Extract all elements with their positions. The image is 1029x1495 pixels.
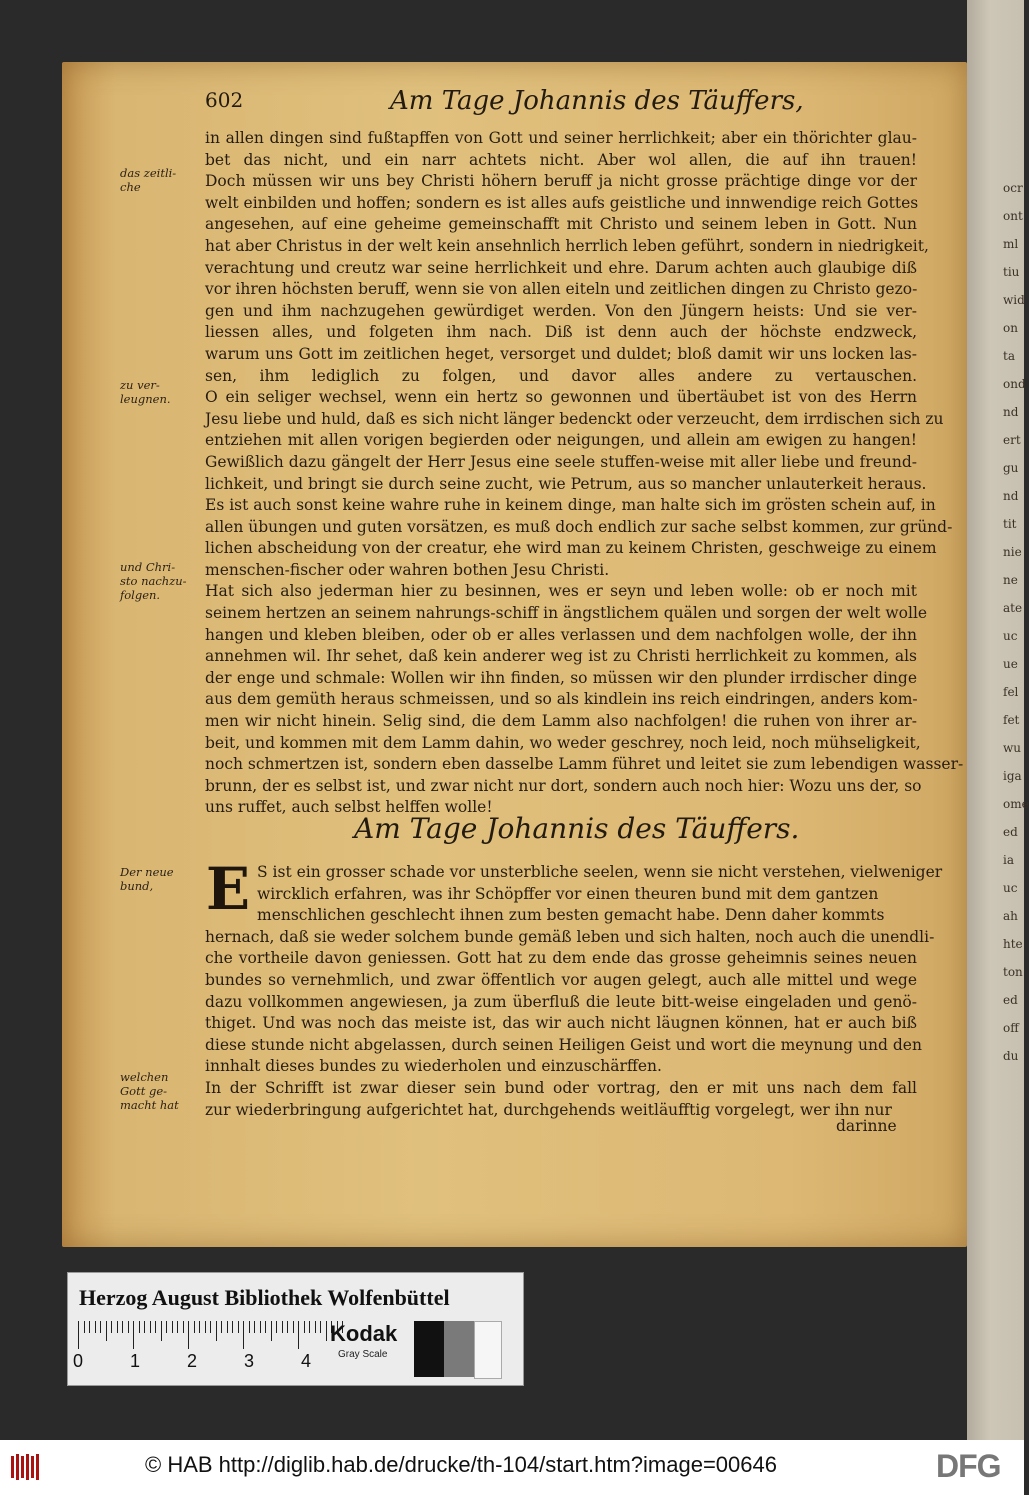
text-line: menschlichen geschlecht ihnen zum besten gemacht habe. Denn daher kommts xyxy=(257,906,885,925)
adjacent-page-fragment: ed xyxy=(1003,825,1018,839)
text-line: sen, ihm lediglich zu folgen, und davor alles andere zu vertauschen. xyxy=(205,366,917,385)
margin-note-line: Gott ge- xyxy=(120,1084,168,1098)
text-line: wircklich erfahren, was ihr Schöpffer vor einen theuren bund mit dem gantzen xyxy=(257,884,879,903)
text-line: lichen abscheidung von der creatur, ehe wird man zu keinem Christen, geschweige zu einem xyxy=(205,539,937,558)
ruler-tick xyxy=(155,1321,156,1333)
text-line: angesehen, auf eine geheime gemeinschafft mit Christo und seinem leben in Gott. Nun xyxy=(205,215,917,234)
catchword: darinne xyxy=(836,1117,897,1135)
ruler-tick xyxy=(276,1321,277,1333)
ruler-tick xyxy=(298,1321,299,1349)
margin-note-line: sto nachzu- xyxy=(120,574,187,588)
ruler-tick xyxy=(243,1321,244,1349)
margin-note-line: Der neue xyxy=(120,865,174,879)
text-line: uns ruffet, auch selbst helffen wolle! xyxy=(205,798,493,817)
margin-note-line: das zeitli- xyxy=(120,166,177,180)
ruler-tick xyxy=(106,1321,107,1341)
adjacent-page-fragment: ah xyxy=(1003,909,1018,923)
ruler-tick xyxy=(150,1321,151,1333)
adjacent-page-fragment: wid xyxy=(1003,293,1025,307)
text-line: Doch müssen wir uns bey Christi höhern beruff ja nicht grosse prächtige dinge vor der xyxy=(205,172,917,191)
margin-note xyxy=(120,1070,202,1112)
ruler-number: 2 xyxy=(187,1351,198,1371)
ruler-tick xyxy=(95,1321,96,1333)
ruler-tick xyxy=(117,1321,118,1333)
text-line: O ein seliger wechsel, wenn ein hertz so gewonnen und übertäubet ist von des Herrn xyxy=(205,388,917,407)
text-line: seinem hertzen an seinem nahrungs-schiff in ängstlichem quälen und sorgen der welt wolle xyxy=(205,604,928,623)
adjacent-page-fragment: ta xyxy=(1003,349,1015,363)
margin-note-line: che xyxy=(120,180,141,194)
ruler-tick xyxy=(128,1321,129,1333)
text-line: beit, und kommen mit dem Lamm dahin, wo weder geschrey, noch leid, noch mühseligkeit, xyxy=(205,733,921,752)
ruler-scale xyxy=(78,1321,328,1351)
margin-note-line: bund, xyxy=(120,879,154,893)
text-line: welt einbilden und hoffen; sondern es ist alles aufs geistliche und innwendige reich Gottes xyxy=(205,193,919,212)
text-line: Gewißlich dazu gängelt der Herr Jesus eine seele stuffen-weise mit aller liebe und freund- xyxy=(205,452,917,471)
margin-note xyxy=(120,560,202,602)
ruler-tick xyxy=(139,1321,140,1333)
ruler-tick xyxy=(144,1321,145,1333)
margin-note-line: macht hat xyxy=(120,1098,179,1112)
ruler-tick xyxy=(227,1321,228,1333)
running-title: Am Tage Johannis des Täuffers, xyxy=(390,86,804,116)
section-heading: Am Tage Johannis des Täuffers. xyxy=(354,812,800,845)
ruler-tick xyxy=(89,1321,90,1333)
text-line: der enge und schmale: Wollen wir ihn finden, so müssen wir den plunder irrdischer dinge xyxy=(205,668,917,687)
adjacent-page-fragment: on xyxy=(1003,321,1018,335)
adjacent-page-fragment: ue xyxy=(1003,657,1018,671)
text-line: Hat sich also jederman hier zu besinnen, wes er seyn und leben wolle: ob er noch mit xyxy=(205,582,917,601)
adjacent-page-fragment: uc xyxy=(1003,629,1018,643)
gray-patch-white xyxy=(474,1321,502,1379)
ruler-tick xyxy=(216,1321,217,1341)
text-line: verachtung und creutz war seine herrlichkeit und ehre. Darum achten auch glaubige diß xyxy=(205,258,917,277)
margin-note-line: folgen. xyxy=(120,588,161,602)
ruler-tick xyxy=(188,1321,189,1349)
text-line: liessen alles, und folgeten ihm nach. Diß ist denn auch der höchste endzweck, xyxy=(205,323,917,342)
copyright-url[interactable]: © HAB http://diglib.hab.de/drucke/th-104/start.htm?image=00646 xyxy=(145,1452,777,1477)
gray-patch-black xyxy=(414,1321,444,1377)
ruler-tick xyxy=(254,1321,255,1333)
text-line: diese stunde nicht abgelassen, durch seinen Heiligen Geist und wort die meynung und den xyxy=(205,1035,922,1054)
adjacent-page-fragment: ton xyxy=(1003,965,1023,979)
text-line: noch schmertzen ist, sondern eben dasselbe Lamm führet und leitet sie zum lebendigen wasser- xyxy=(205,755,964,774)
adjacent-page-fragment: nd xyxy=(1003,405,1019,419)
ruler-tick xyxy=(282,1321,283,1333)
ruler-tick xyxy=(78,1321,79,1349)
text-line: Jesu liebe und huld, daß es sich nicht länger bedenckt oder verzeucht, dem irrdischen sich zu xyxy=(205,409,944,428)
adjacent-page-fragment: tiu xyxy=(1003,265,1020,279)
library-name: Herzog August Bibliothek Wolfenbüttel xyxy=(79,1285,450,1310)
ruler-number: 4 xyxy=(301,1351,312,1371)
margin-note xyxy=(120,166,202,194)
adjacent-page-fragment: gu xyxy=(1003,461,1019,475)
ruler-tick xyxy=(320,1321,321,1333)
ruler-tick xyxy=(205,1321,206,1333)
ruler-tick xyxy=(326,1321,327,1341)
adjacent-page-fragment: ond xyxy=(1003,377,1026,391)
text-line: dazu vollkommen angewiesen, ja zum überfluß die leute bitt-weise eingeladen und genö- xyxy=(205,992,917,1011)
text-line: allen übungen und guten vorsätzen, es muß doch endlich zur sache selbst kommen, zur gründ- xyxy=(205,517,953,536)
text-line: innhalt dieses bundes zu wiederholen und einzuschärffen. xyxy=(205,1057,662,1076)
text-line: aus dem gemüth heraus schmeissen, und so als kindlein ins reich eindringen, anders kom- xyxy=(205,690,918,709)
margin-note-line: und Chri- xyxy=(120,560,176,574)
margin-note-line: zu ver- xyxy=(120,378,160,392)
text-line: bet das nicht, und ein narr achtets nicht. Aber wol allen, die auf ihn trauen! xyxy=(205,150,917,169)
ruler-tick xyxy=(304,1321,305,1333)
text-line: menschen-fischer oder wahren bothen Jesu Christi. xyxy=(205,560,610,579)
text-line: hat aber Christus in der welt kein ansehnlich herrlich leben geführt, sondern in niedrigkeit, xyxy=(205,236,929,255)
adjacent-page-fragment: ert xyxy=(1003,433,1021,447)
adjacent-page-fragment: ont xyxy=(1003,209,1023,223)
margin-note xyxy=(120,378,202,406)
margin-note xyxy=(120,865,202,893)
text-line: gen und ihm nachzugehen gewürdiget werden. Von den Jüngern heists: Und sie ver- xyxy=(205,301,917,320)
text-line: hernach, daß sie weder solchem bunde gemäß leben und sich halten, noch auch die unendli- xyxy=(205,927,935,946)
adjacent-page-fragment: hte xyxy=(1003,937,1023,951)
adjacent-page-fragment: off xyxy=(1003,1021,1019,1035)
text-line: Es ist auch sonst keine wahre ruhe in keinem dinge, man halte sich im grösten schein auf, in xyxy=(205,496,936,515)
text-line: in allen dingen sind fußtapffen von Gott und seiner herrlichkeit; aber ein thörichter glau- xyxy=(205,129,917,147)
text-line: che vortheile davon geniessen. Gott hat zu dem ende das grosse geheimnis seines neuen xyxy=(205,949,917,968)
hab-logo-icon xyxy=(8,1450,42,1484)
text-line: entziehen mit allen vorigen begierden oder neigungen, und allein am ewigen zu hangen! xyxy=(205,431,917,450)
ruler-tick xyxy=(271,1321,272,1341)
text-line: vor ihren höchsten beruff, wenn sie von allen eiteln und zeitlichen dingen zu Christo gezo- xyxy=(205,280,918,299)
margin-note-line: leugnen. xyxy=(120,392,171,406)
ruler-tick xyxy=(287,1321,288,1333)
adjacent-page-fragment: ml xyxy=(1003,237,1019,251)
adjacent-page-fragment: ne xyxy=(1003,573,1018,587)
text-line: brunn, der es selbst ist, und zwar nicht nur dort, sondern auch noch hier: Wozu uns der, so xyxy=(205,776,922,795)
ruler-number: 3 xyxy=(244,1351,255,1371)
dfg-logo: DFG xyxy=(936,1448,1001,1484)
ruler-tick xyxy=(172,1321,173,1333)
ruler-tick xyxy=(111,1321,112,1333)
ruler-tick xyxy=(100,1321,101,1333)
adjacent-page-fragment: ed xyxy=(1003,993,1018,1007)
ruler-tick xyxy=(84,1321,85,1333)
adjacent-page-fragment: ocr xyxy=(1003,181,1023,195)
color-calibration-card xyxy=(67,1272,524,1386)
adjacent-page-fragment: iga xyxy=(1003,769,1022,783)
text-line: zur wiederbringung aufgerichtet hat, durchgehends weitläufftig vorgelegt, wer ihn nur xyxy=(205,1100,892,1119)
ruler-tick xyxy=(122,1321,123,1333)
adjacent-page-fragment: tit xyxy=(1003,517,1017,531)
ruler-tick xyxy=(309,1321,310,1333)
text-line: men wir nicht hinein. Selig sind, die dem Lamm also nachfolgen! die ruhen von ihrer ar- xyxy=(205,712,917,731)
ruler-tick xyxy=(249,1321,250,1333)
adjacent-page-fragment: wu xyxy=(1003,741,1021,755)
page-header xyxy=(150,88,920,118)
ruler-tick xyxy=(265,1321,266,1333)
adjacent-page-fragment: fet xyxy=(1003,713,1020,727)
adjacent-page-fragment: du xyxy=(1003,1049,1019,1063)
ruler-number: 0 xyxy=(73,1351,84,1371)
ruler-tick xyxy=(232,1321,233,1333)
ruler-tick xyxy=(177,1321,178,1333)
ruler-tick xyxy=(199,1321,200,1333)
drop-cap: E xyxy=(205,855,251,923)
ruler-tick xyxy=(210,1321,211,1333)
text-line: thiget. Und was noch das meiste ist, das wir auch nicht läugnen können, hat er auch biß xyxy=(205,1014,917,1033)
gray-patch-mid xyxy=(444,1321,474,1377)
text-line: bundes so vernehmlich, und zwar öffentlich vor augen gelegt, auch alle mittel und wege xyxy=(205,970,917,989)
text-line: lichkeit, und bringt sie durch seine zucht, wie Petrum, aus so mancher unlauterkeit heraus. xyxy=(205,474,927,493)
body-text-part2 xyxy=(205,855,943,1121)
adjacent-page-fragment: nd xyxy=(1003,489,1019,503)
page-number: 602 xyxy=(205,88,244,112)
margin-note-line: welchen xyxy=(120,1070,169,1084)
ruler-tick xyxy=(161,1321,162,1341)
text-line: warum uns Gott im zeitlichen heget, versorget und duldet; bloß damit wir uns locken las- xyxy=(205,344,917,363)
footer-bar xyxy=(0,1440,1024,1495)
text-line: annehmen wil. Ihr sehet, daß kein anderer weg ist zu Christi herrlichkeit zu kommen, als xyxy=(205,647,917,666)
ruler-tick xyxy=(183,1321,184,1333)
text-line: S ist ein grosser schade vor unsterbliche seelen, wenn sie nicht verstehen, vielweniger xyxy=(257,863,943,881)
ruler-tick xyxy=(238,1321,239,1333)
ruler-tick xyxy=(315,1321,316,1333)
text-line: In der Schrifft ist zwar dieser sein bund oder vortrag, den er mit uns nach dem fall xyxy=(205,1078,917,1097)
adjacent-page-fragment: ate xyxy=(1003,601,1023,615)
adjacent-page-fragment: uc xyxy=(1003,881,1018,895)
ruler-number: 1 xyxy=(130,1351,141,1371)
gray-scale-label: Gray Scale xyxy=(338,1349,388,1360)
ruler-tick xyxy=(166,1321,167,1333)
adjacent-page-fragment: ome xyxy=(1003,797,1029,811)
ruler-tick xyxy=(260,1321,261,1333)
adjacent-page-fragment: nie xyxy=(1003,545,1022,559)
ruler-tick xyxy=(194,1321,195,1333)
ruler-tick xyxy=(293,1321,294,1333)
adjacent-page-fragment: ia xyxy=(1003,853,1014,867)
text-line: hangen und kleben bleiben, oder ob er alles verlassen und dem nachfolgen wolle, der ihn xyxy=(205,625,917,644)
ruler-tick xyxy=(221,1321,222,1333)
kodak-logo: Kodak xyxy=(330,1321,398,1346)
ruler-tick xyxy=(133,1321,134,1349)
body-text-part1 xyxy=(205,128,964,819)
adjacent-page-fragment: fel xyxy=(1003,685,1019,699)
